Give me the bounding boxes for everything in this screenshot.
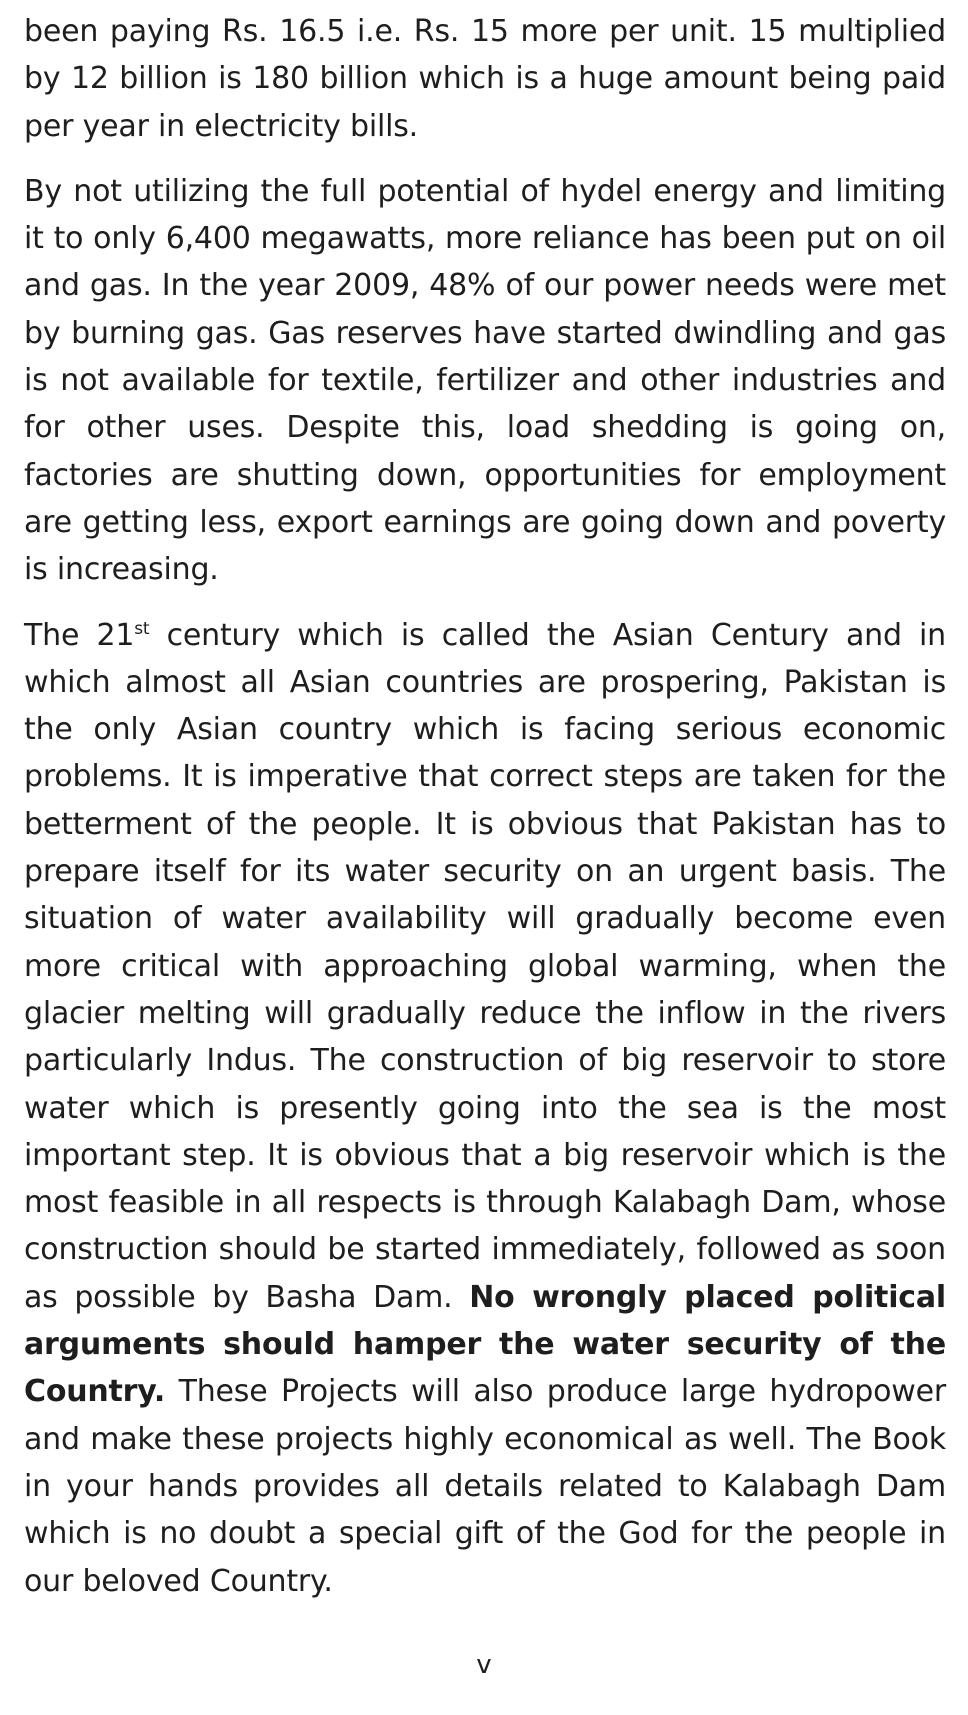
paragraph-electricity-bills: been paying Rs. 16.5 i.e. Rs. 15 more per unit. 15 multiplied by 12 billion is 180 billion which is a huge amount being paid per year in electricity bills. (24, 14, 946, 144)
page-number: v (476, 1650, 492, 1680)
document-page (24, 8, 946, 1623)
paragraph-hydel-energy: By not utilizing the full potential of hydel energy and limiting it to only 6,400 megawatts, more reliance has been put on oil and gas. In the year 2009, 48% of our power needs were met by burning gas. Gas reserves have started dwindling and gas is not available for textile, fertilizer and other industries and for other uses. Despite this, load shedding is going on, factories are shutting down, opportunities for employment are getting less, export earnings are going down and poverty is increasing. (24, 173, 946, 588)
paragraph-lead-text: The 21 (24, 617, 135, 653)
paragraph-body-text: century which is called the Asian Century and in which almost all Asian countries are prospering, Pakistan is the only Asian country which is facing serious economic problems. It is imperative that correct steps are taken for the betterment of the people. It is obvious that Pakistan has to prepare itself for its water security on an urgent basis. The situation of water availability will gradually become even more critical with approaching global warming, when the glacier melting will gradually reduce the inflow in the rivers particularly Indus. The construction of big reservoir to store water which is presently going into the sea is the most important step. It is obvious that a big reservoir which is the most feasible in all respects is through Kalabagh Dam, whose construction should be started immediately, followed as soon as possible by Basha Dam. (24, 617, 946, 1315)
bold-emphasis-text: No wrongly placed political arguments should hamper the water security of the Country. (24, 1279, 946, 1410)
paragraph-asian-century (24, 612, 946, 1605)
ordinal-superscript: st (134, 618, 150, 639)
paragraph-tail-text: These Projects will also produce large hydropower and make these projects highly economical as well. The Book in your hands provides all details related to Kalabagh Dam which is no doubt a special gift of the God for the people in our beloved Country. (24, 1374, 946, 1599)
